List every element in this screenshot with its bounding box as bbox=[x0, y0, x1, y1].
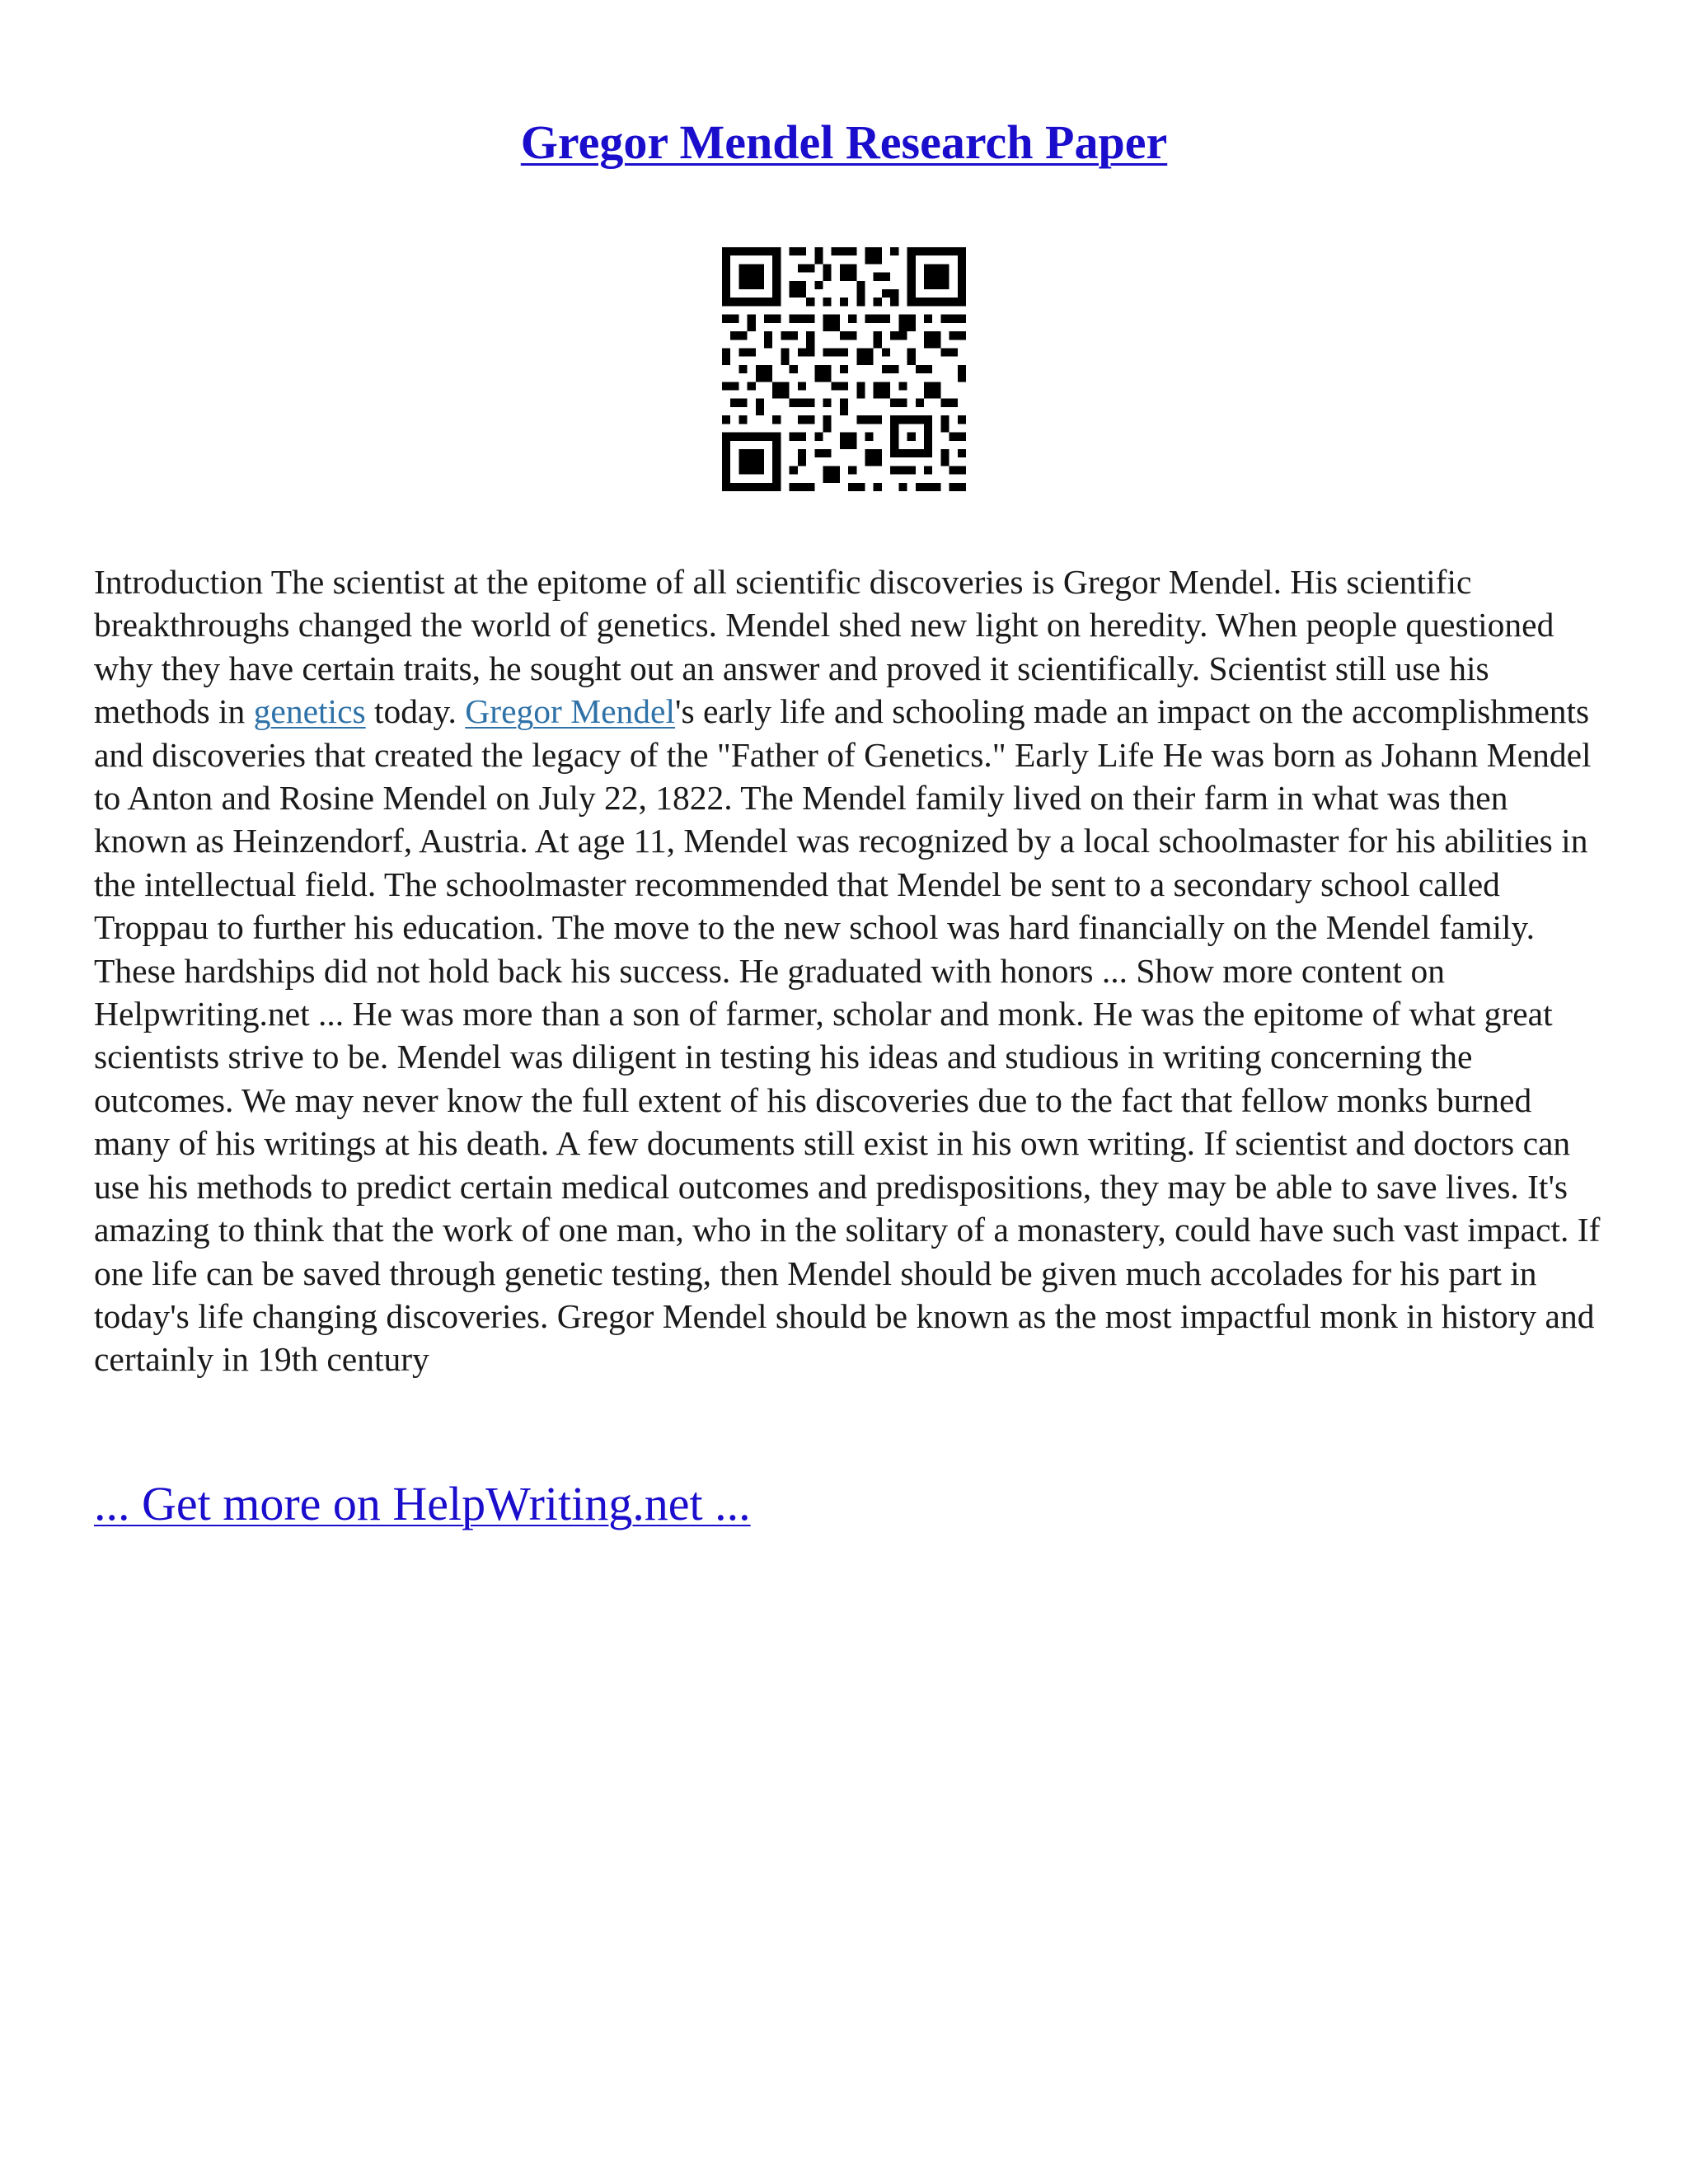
get-more-link[interactable]: ... Get more on HelpWriting.net ... bbox=[94, 1477, 751, 1530]
genetics-link[interactable]: genetics bbox=[253, 692, 366, 731]
qr-code-icon[interactable] bbox=[722, 247, 966, 491]
page-title bbox=[0, 114, 1688, 171]
gregor-mendel-link[interactable]: Gregor Mendel bbox=[465, 692, 675, 731]
title-link[interactable]: Gregor Mendel Research Paper bbox=[520, 115, 1168, 169]
article-body bbox=[94, 560, 1602, 1381]
body-text-between-links: today. bbox=[365, 692, 466, 731]
body-text-intro: Introduction The scientist at the epitome of all scientific discoveries is Gregor Mendel. His scientific breakthroughs changed the world of genetics. Mendel shed new light on heredity. When people questioned why they have certain traits, he sought out an answer and proved it scientifically. Scientist still use his methods in bbox=[94, 563, 1554, 731]
get-more-paragraph bbox=[94, 1475, 751, 1533]
body-text-main: 's early life and schooling made an impact on the accomplishments and discoveries that created the legacy of the "Father of Genetics." Early Life He was born as Johann Mendel to Anton and Rosine Mendel on July 22, 1822. The Mendel family lived on their farm in what was then known as Heinzendorf, Austria. At age 11, Mendel was recognized by a local schoolmaster for his abilities in the intellectual field. The schoolmaster recommended that Mendel be sent to a secondary school called Troppau to further his education. The move to the new school was hard financially on the Mendel family. These hardships did not hold back his success. He graduated with honors ... Show more content on Helpwriting.net ... He was more than a son of farmer, scholar and monk. He was the epitome of what great scientists strive to be. Mendel was diligent in testing his ideas and studious in writing concerning the outcomes. We may never know the full extent of his discoveries due to the fact that fellow monks burned many of his writings at his death. A few documents still exist in his own writing. If scientist and doctors can use his methods to predict certain medical outcomes and predispositions, they may be able to save lives. It's amazing to think that the work of one man, who in the solitary of a monastery, could have such vast impact. If one life can be saved through genetic testing, then Mendel should be given much accolades for his part in today's life changing discoveries. Gregor Mendel should be known as the most impactful monk in history and certainly in 19th century bbox=[94, 692, 1601, 1379]
